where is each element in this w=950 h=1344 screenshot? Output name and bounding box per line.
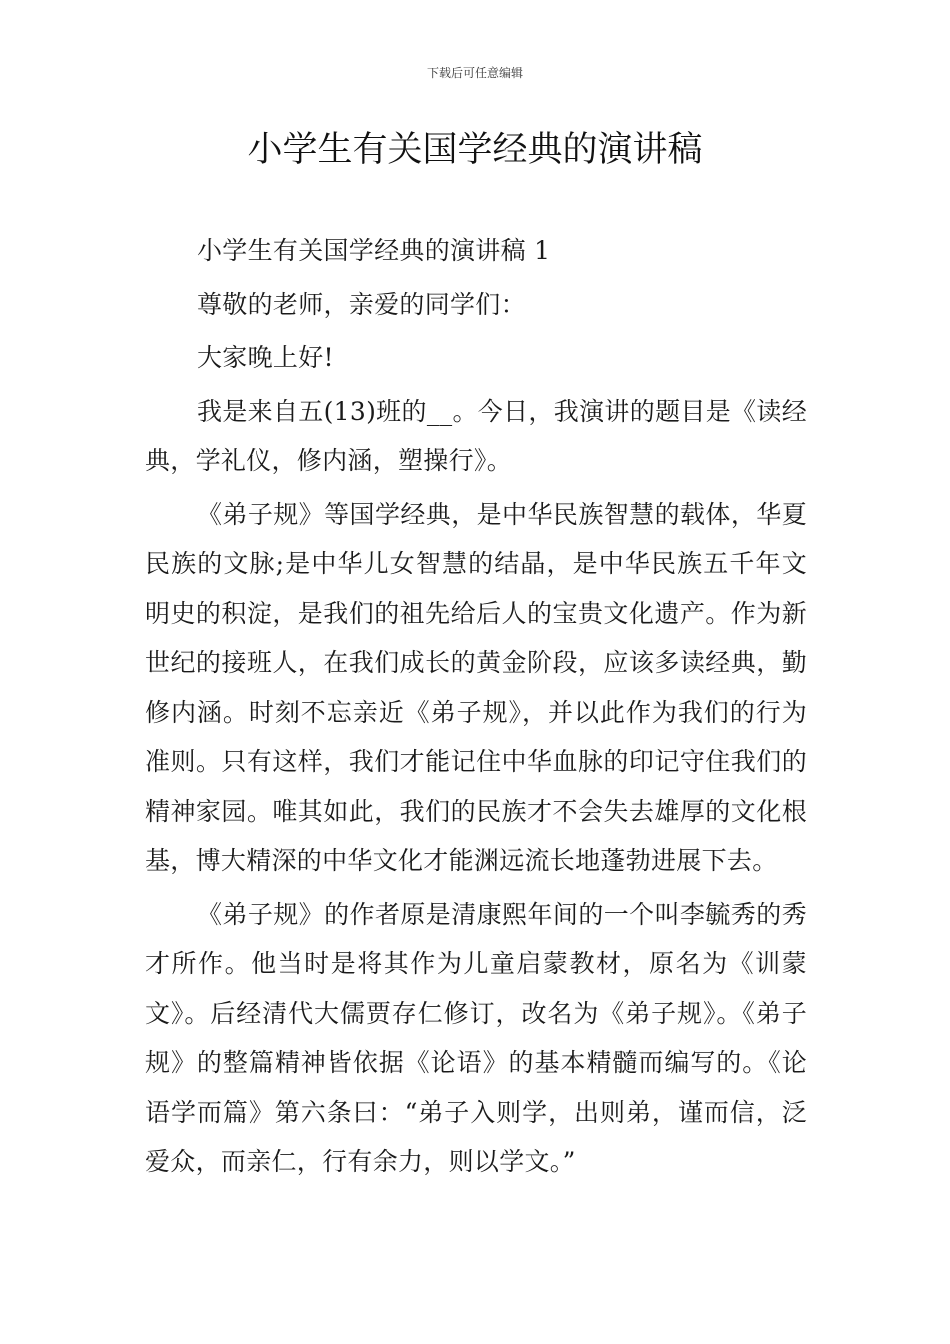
paragraph-introduction: 我是来自五(13)班的__。今日，我演讲的题目是《读经典，学礼仪，修内涵，塑操行》。 — [145, 396, 807, 475]
paragraph-salutation: 尊敬的老师，亲爱的同学们： — [197, 289, 526, 319]
document-body — [145, 226, 807, 1191]
paragraph-author: 《弟子规》的作者原是清康熙年间的一个叫李毓秀的秀才所作。他当时是将其作为儿童启蒙教材，原名为《训蒙文》。后经清代大儒贾存仁修订，改名为《弟子规》。《弟子规》的整篇精神皆依据《论语》的基本精髓而编写的。《论语学而篇》第六条曰：“弟子入则学，出则弟，谨而信，泛爱众，而亲仁，行有余力，则以学文。” — [145, 899, 807, 1176]
document-title: 小学生有关国学经典的演讲稿 — [247, 130, 703, 170]
paragraph-greeting: 大家晚上好! — [197, 343, 334, 372]
paragraph-classics: 《弟子规》等国学经典，是中华民族智慧的载体，华夏民族的文脉;是中华儿女智慧的结晶，是中华民族五千年文明史的积淀，是我们的祖先给后人的宝贵文化遗产。作为新世纪的接班人，在我们成长的黄金阶段，应该多读经典，勤修内涵。时刻不忘亲近《弟子规》，并以此作为我们的行为准则。只有这样，我们才能记住中华血脉的印记守住我们的精神家园。唯其如此，我们的民族才不会失去雄厚的文化根基，博大精深的中华文化才能渊远流长地蓬勃进展下去。 — [145, 499, 807, 875]
header-note: 下载后可任意编辑 — [426, 66, 523, 80]
paragraph-subtitle: 小学生有关国学经典的演讲稿 1 — [197, 236, 551, 265]
